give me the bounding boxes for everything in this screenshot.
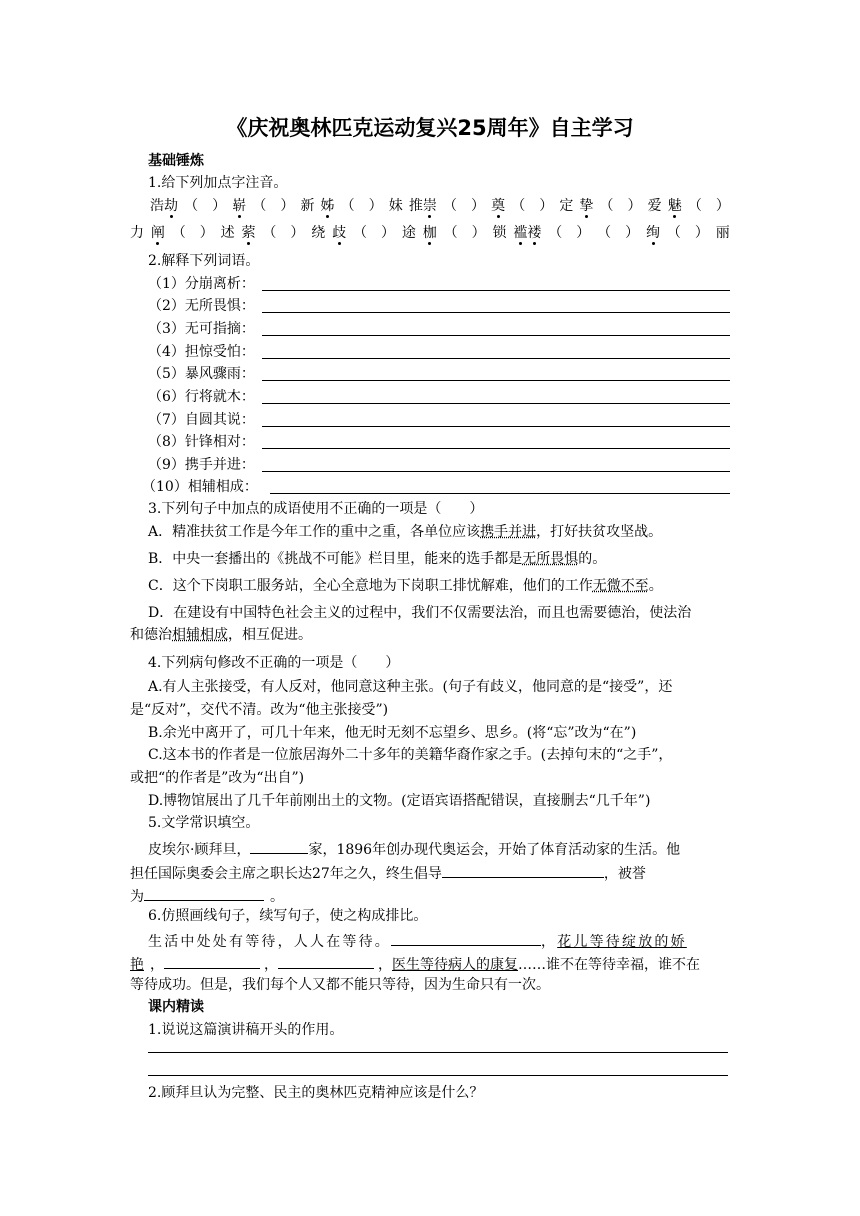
- blank-advocated[interactable]: [442, 864, 604, 878]
- q3-option-d-line1: D．在建设有中国特色社会主义的过程中，我们不仅需要法治，而且也需要德治，使法治: [148, 605, 692, 621]
- q3-option-b: B．中央一套播出的《挑战不可能》栏目里，能来的选手都是无所畏惧的。: [148, 551, 607, 567]
- q1-row2: 力 阐 （ ） 述 萦 （ ） 绕 歧 （ ） 途 枷 （ ） 锁 褴褛 （ ） （ ） 绚 （ ） 丽: [130, 225, 730, 241]
- q2-item-9: （9）携手并进：: [148, 457, 255, 473]
- q2-item-6: （6）行将就木：: [148, 389, 255, 405]
- section-heading-basics: 基础锤炼: [148, 153, 204, 169]
- q4-option-c-line2: 或把“的作者是”改为“出自”): [130, 770, 305, 786]
- q1-stem: 1.给下列加点字注音。: [148, 175, 288, 191]
- q2-item-10: （10）相辅相成：: [142, 479, 258, 495]
- q2-item-7: （7）自圆其说：: [148, 412, 255, 428]
- reading-answer-line-1[interactable]: [148, 1052, 728, 1053]
- q6-line2: 艳 ， ， ，医生等待病人的康复……谁不在等待幸福，谁不在: [130, 957, 700, 973]
- q1-row1: 浩劫 （ ） 崭 （ ） 新 姊 （ ） 妹 推崇 （ ） 奠 （ ） 定 挚 （ ） 爱 魅 （ ）: [150, 198, 730, 214]
- q3-option-a: A．精准扶贫工作是今年工作的重中之重，各单位应该携手并进，打好扶贫攻坚战。: [148, 524, 663, 540]
- reading-q2: 2.顾拜旦认为完整、民主的奥林匹克精神应该是什么？: [148, 1085, 484, 1101]
- dotted-idiom-a: 携手并进: [480, 524, 537, 540]
- answer-line-3[interactable]: [262, 335, 730, 336]
- q2-item-5: （5）暴风骤雨：: [148, 366, 255, 382]
- q4-option-a-line1: A.有人主张接受，有人反对，他同意这种主张。(句子有歧义，他同意的是“接受”，还: [148, 679, 673, 695]
- answer-line-5[interactable]: [262, 380, 730, 381]
- dotted-idiom-c: 无微不至: [592, 578, 649, 594]
- q6-stem: 6.仿照画线句子，续写句子，使之构成排比。: [148, 908, 428, 924]
- answer-line-8[interactable]: [262, 448, 730, 449]
- q6-line1: 生活中处处有等待，人人在等待。 ，花儿等待绽放的娇: [148, 934, 687, 950]
- q5-line3: 为 。: [130, 889, 284, 905]
- q2-item-3: （3）无可指摘：: [148, 321, 255, 337]
- q3-stem: 3.下列句子中加点的成语使用不正确的一项是（ ）: [148, 501, 484, 517]
- dotted-idiom-d: 相辅相成: [172, 627, 228, 643]
- q2-item-4: （4）担惊受怕：: [148, 344, 255, 360]
- q6-line3: 等待成功。但是，我们每个人又都不能只等待，因为生命只有一次。: [130, 977, 550, 993]
- blank-honored-as[interactable]: [144, 887, 264, 901]
- answer-line-9[interactable]: [262, 471, 730, 472]
- q4-option-b: B.余光中离开了，可几十年来，他无时无刻不忘望乡、思乡。(将“忘”改为“在”): [148, 725, 637, 741]
- answer-line-7[interactable]: [262, 426, 730, 427]
- q2-item-2: （2）无所畏惧：: [148, 298, 255, 314]
- q3-option-c: C．这个下岗职工服务站，全心全意地为下岗职工排忧解难，他们的工作无微不至。: [148, 578, 663, 594]
- answer-line-6[interactable]: [262, 403, 730, 404]
- q2-item-8: （8）针锋相对：: [148, 434, 255, 450]
- blank-nationality[interactable]: [250, 840, 308, 854]
- q5-stem: 5.文学常识填空。: [148, 815, 260, 831]
- answer-line-10[interactable]: [270, 493, 730, 494]
- answer-line-2[interactable]: [262, 312, 730, 313]
- reading-answer-line-2[interactable]: [148, 1075, 728, 1076]
- page-title: 《庆祝奥林匹克运动复兴25周年》自主学习: [226, 116, 634, 140]
- q5-line1: 皮埃尔·顾拜旦， 家，1896年创办现代奥运会，开始了体育活动家的生活。他: [148, 842, 681, 858]
- blank-parallel-3[interactable]: [278, 955, 374, 969]
- blank-parallel-2[interactable]: [164, 955, 260, 969]
- q4-option-a-line2: 是“反对”，交代不清。改为“他主张接受”): [130, 702, 389, 718]
- q3-option-d-line2: 和德治相辅相成，相互促进。: [130, 627, 312, 643]
- answer-line-4[interactable]: [262, 358, 730, 359]
- reading-q1: 1.说说这篇演讲稿开头的作用。: [148, 1022, 344, 1038]
- q2-item-1: （1）分崩离析：: [148, 276, 255, 292]
- section-heading-reading: 课内精读: [148, 999, 204, 1015]
- answer-line-1[interactable]: [262, 290, 730, 291]
- dotted-idiom-b: 无所畏惧: [522, 551, 579, 567]
- q2-stem: 2.解释下列词语。: [148, 253, 260, 269]
- blank-parallel-1[interactable]: [391, 932, 541, 946]
- q4-option-c-line1: C.这本书的作者是一位旅居海外二十多年的美籍华裔作家之手。(去掉句末的“之手”，: [148, 747, 673, 763]
- q4-option-d: D.博物馆展出了几千年前刚出土的文物。(定语宾语搭配错误，直接删去“几千年”): [148, 793, 651, 809]
- q5-line2: 担任国际奥委会主席之职长达27年之久，终生倡导 ，被誉: [130, 866, 646, 882]
- q4-stem: 4.下列病句修改不正确的一项是（ ）: [148, 655, 400, 671]
